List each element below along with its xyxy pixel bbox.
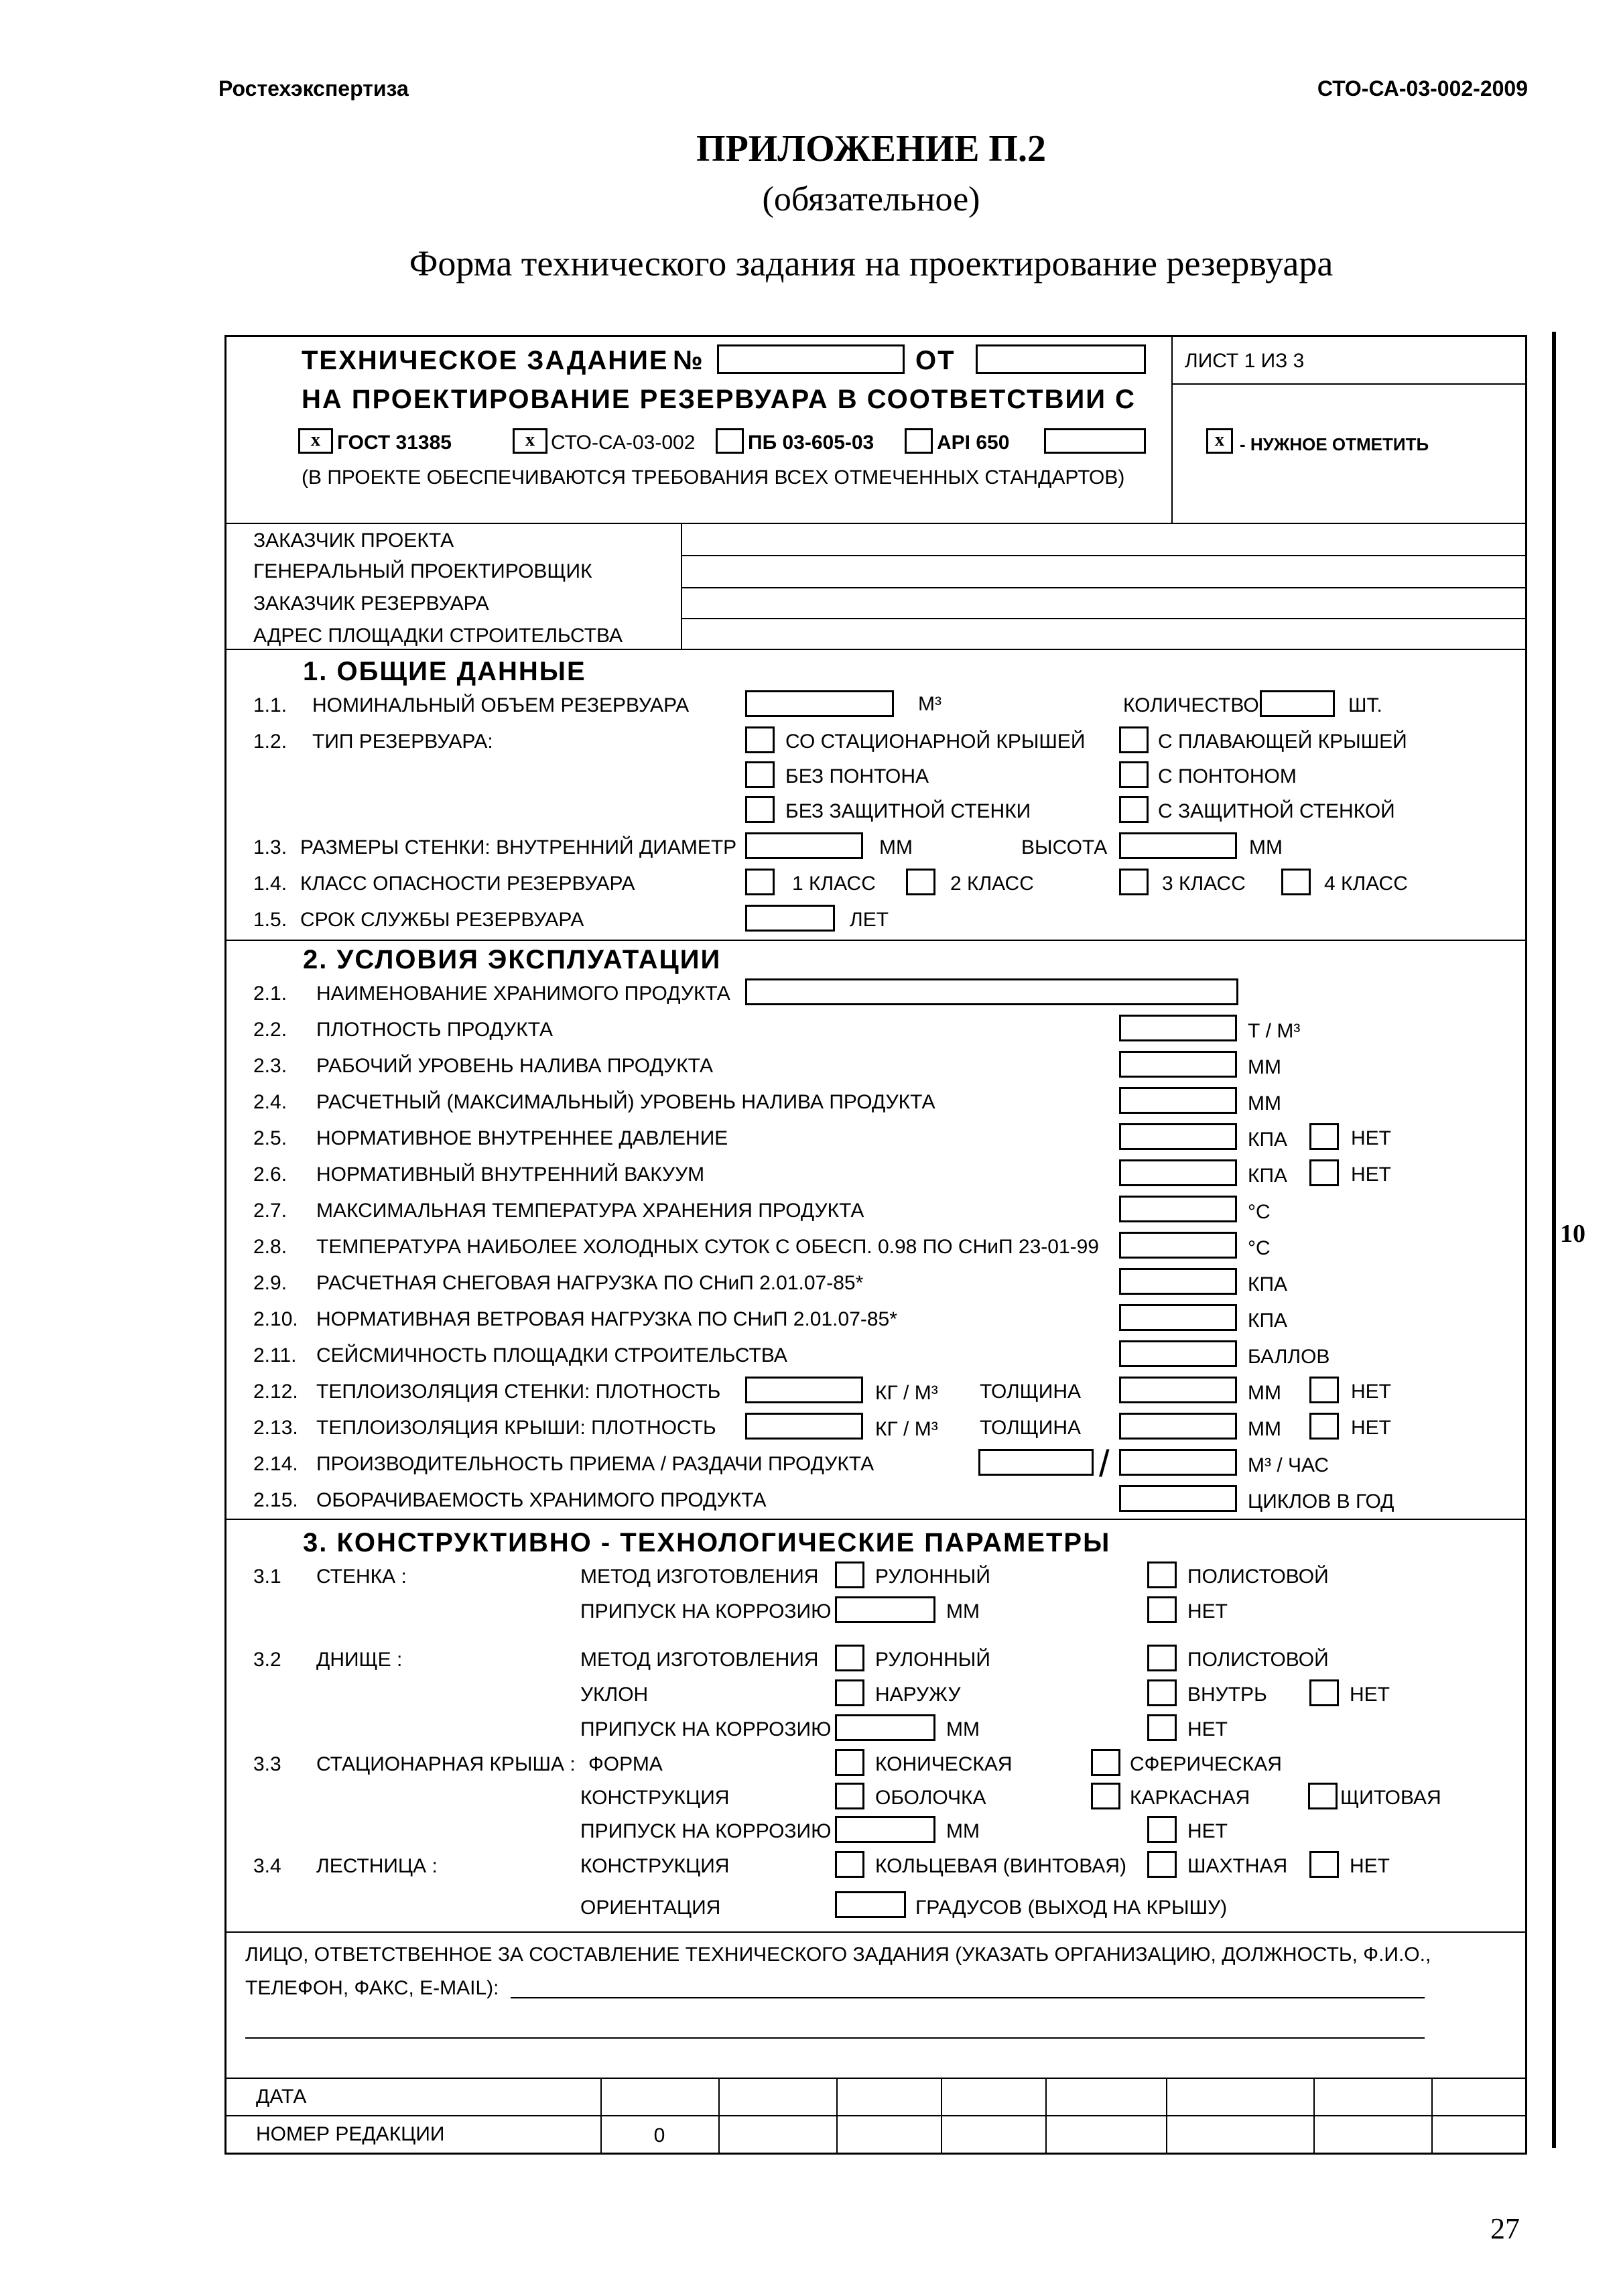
std-sto-checkbox[interactable]: x	[513, 428, 547, 454]
bottom-corrosion-no-label: НЕТ	[1187, 1718, 1228, 1740]
type-pontoon-label: С ПОНТОНОМ	[1158, 765, 1297, 787]
section-divider	[224, 649, 1527, 650]
row-2-label: РАСЧЕТНЫЙ (МАКСИМАЛЬНЫЙ) УРОВЕНЬ НАЛИВА ПРОДУКТА	[316, 1091, 935, 1113]
revision-column-line	[1313, 2078, 1315, 2153]
type-no-wall-label: БЕЗ ЗАЩИТНОЙ СТЕНКИ	[785, 800, 1031, 822]
header-divider	[1171, 335, 1173, 524]
doc-code: СТО-СА-03-002-2009	[1317, 76, 1528, 101]
row-2-label: ПЛОТНОСТЬ ПРОДУКТА	[316, 1019, 554, 1041]
party-label-client: ЗАКАЗЧИК ПРОЕКТА	[253, 529, 454, 552]
bottom-sheet-checkbox[interactable]	[1147, 1645, 1177, 1671]
row-2-no-checkbox[interactable]	[1309, 1159, 1339, 1186]
row-1-3-num: 1.3.	[253, 836, 287, 858]
row-2-unit: КПА	[1248, 1129, 1288, 1151]
responsible-line2: ТЕЛЕФОН, ФАКС, E-MAIL):	[245, 1977, 499, 1999]
type-fixed-roof-label: СО СТАЦИОНАРНОЙ КРЫШЕЙ	[785, 730, 1086, 753]
row-2-num: 2.4.	[253, 1091, 287, 1113]
row-2-num: 2.9.	[253, 1272, 287, 1294]
row-2-value-field[interactable]	[1119, 1340, 1237, 1367]
tz-subtitle: НА ПРОЕКТИРОВАНИЕ РЕЗЕРВУАРА В СООТВЕТСТВИИ С	[302, 385, 1136, 414]
wall-rolled-label: РУЛОННЫЙ	[875, 1566, 990, 1588]
standards-note: (В ПРОЕКТЕ ОБЕСПЕЧИВАЮТСЯ ТРЕБОВАНИЯ ВСЕХ ОТМЕЧЕННЫХ СТАНДАРТОВ)	[302, 466, 1125, 489]
row-2-num: 2.1.	[253, 982, 287, 1005]
row-2-unit: °С	[1248, 1201, 1271, 1223]
row-1-5-label: СРОК СЛУЖБЫ РЕЗЕРВУАРА	[300, 909, 584, 931]
section1-title: 1. ОБЩИЕ ДАННЫЕ	[303, 657, 586, 686]
row-2-no-checkbox[interactable]	[1309, 1377, 1339, 1403]
type-fixed-roof-checkbox[interactable]	[745, 726, 775, 753]
bottom-slope-in-checkbox[interactable]	[1147, 1679, 1177, 1706]
margin-number: 10	[1560, 1220, 1585, 1248]
row-2-unit: ММ	[1248, 1382, 1281, 1404]
stair-construction-label: КОНСТРУКЦИЯ	[580, 1855, 730, 1877]
section2-title: 2. УСЛОВИЯ ЭКСПЛУАТАЦИИ	[303, 945, 722, 974]
row-2-unit: КПА	[1248, 1165, 1288, 1187]
page-number: 27	[1490, 2212, 1520, 2245]
type-floating-roof-label: С ПЛАВАЮЩЕЙ КРЫШЕЙ	[1158, 730, 1407, 753]
row-2-unit: ЦИКЛОВ В ГОД	[1248, 1490, 1394, 1513]
type-wall-label: С ЗАЩИТНОЙ СТЕНКОЙ	[1158, 800, 1395, 822]
quantity-unit: ШТ.	[1348, 694, 1382, 716]
bottom-slope-out-checkbox[interactable]	[835, 1679, 864, 1706]
row-3-1-num: 3.1	[253, 1566, 281, 1588]
class3-checkbox[interactable]	[1119, 869, 1149, 895]
row-2-num: 2.11.	[253, 1344, 297, 1366]
parties-divider	[681, 523, 682, 650]
insulation-density-unit: КГ / М³	[875, 1382, 938, 1404]
class2-label: 2 КЛАСС	[950, 873, 1034, 895]
appendix-subtitle: (обязательное)	[762, 180, 980, 218]
row-2-value-field[interactable]	[1119, 1449, 1237, 1476]
row-1-4-num: 1.4.	[253, 873, 287, 895]
service-life-field[interactable]	[745, 905, 835, 932]
std-gost-checkbox[interactable]: x	[298, 428, 333, 454]
std-api-checkbox[interactable]	[905, 428, 933, 454]
row-2-no-label: НЕТ	[1351, 1381, 1391, 1403]
row-2-num: 2.8.	[253, 1236, 287, 1258]
roof-corrosion-no-label: НЕТ	[1187, 1820, 1228, 1842]
roof-corrosion-no-checkbox[interactable]	[1147, 1816, 1177, 1843]
section-divider	[224, 940, 1527, 941]
stair-shaft-label: ШАХТНАЯ	[1187, 1855, 1288, 1877]
row-2-no-checkbox[interactable]	[1309, 1413, 1339, 1440]
intake-rate-field[interactable]	[978, 1449, 1094, 1476]
type-no-wall-checkbox[interactable]	[745, 796, 775, 823]
appendix-title: ПРИЛОЖЕНИЕ П.2	[696, 128, 1046, 170]
std-pb-label: ПБ 03-605-03	[748, 432, 874, 454]
sheet-divider	[1171, 383, 1527, 385]
row-2-label: ОБОРАЧИВАЕМОСТЬ ХРАНИМОГО ПРОДУКТА	[316, 1489, 767, 1511]
roof-shell-label: ОБОЛОЧКА	[875, 1787, 986, 1809]
revision-column-line	[836, 2078, 838, 2153]
responsible-line1: ЛИЦО, ОТВЕТСТВЕННОЕ ЗА СОСТАВЛЕНИЕ ТЕХНИЧЕСКОГО ЗАДАНИЯ (УКАЗАТЬ ОРГАНИЗАЦИЮ, ДОЛЖНОСТЬ, Ф.И.О.,	[245, 1943, 1431, 1966]
row-3-4-num: 3.4	[253, 1855, 281, 1877]
row-2-value-field[interactable]	[1119, 1087, 1237, 1114]
row-2-value-field[interactable]	[1119, 1015, 1237, 1041]
row-2-num: 2.7.	[253, 1200, 287, 1222]
roof-shell-checkbox[interactable]	[835, 1783, 864, 1809]
revision-column-line	[1431, 2078, 1433, 2153]
party-label-designer: ГЕНЕРАЛЬНЫЙ ПРОЕКТИРОВЩИК	[253, 560, 592, 582]
bottom-corrosion-unit: ММ	[946, 1718, 980, 1740]
row-2-label: НОРМАТИВНОЕ ВНУТРЕННЕЕ ДАВЛЕНИЕ	[316, 1127, 728, 1149]
row-2-no-label: НЕТ	[1351, 1163, 1391, 1186]
row-2-unit: КПА	[1248, 1273, 1288, 1295]
row-2-label: РАБОЧИЙ УРОВЕНЬ НАЛИВА ПРОДУКТА	[316, 1055, 714, 1077]
row-2-label: МАКСИМАЛЬНАЯ ТЕМПЕРАТУРА ХРАНЕНИЯ ПРОДУКТА	[316, 1200, 864, 1222]
type-no-pontoon-checkbox[interactable]	[745, 761, 775, 788]
std-sto-label: СТО-СА-03-002	[551, 432, 696, 454]
roof-corrosion-field[interactable]	[835, 1816, 935, 1843]
roof-frame-label: КАРКАСНАЯ	[1130, 1787, 1250, 1809]
tz-title: ТЕХНИЧЕСКОЕ ЗАДАНИЕ	[302, 346, 669, 375]
responsible-fill-line[interactable]	[511, 1997, 1425, 1998]
revision-column-line	[718, 2078, 720, 2153]
row-2-label: ПРОИЗВОДИТЕЛЬНОСТЬ ПРИЕМА / РАЗДАЧИ ПРОДУКТА	[316, 1453, 874, 1475]
type-floating-roof-checkbox[interactable]	[1119, 726, 1149, 753]
service-life-unit: ЛЕТ	[850, 909, 889, 931]
stair-no-checkbox[interactable]	[1309, 1851, 1339, 1878]
row-1-2-num: 1.2.	[253, 730, 287, 753]
bottom-slope-no-label: НЕТ	[1350, 1683, 1390, 1706]
insulation-density-field[interactable]	[745, 1413, 863, 1440]
row-2-value-field[interactable]	[1119, 1485, 1237, 1512]
wall-corrosion-no-label: НЕТ	[1187, 1600, 1228, 1622]
row-2-value-field[interactable]	[1119, 1232, 1237, 1259]
row-2-unit: М³ / ЧАС	[1248, 1454, 1329, 1476]
insulation-density-unit: КГ / М³	[875, 1418, 938, 1440]
sheet-label: ЛИСТ 1 ИЗ 3	[1185, 350, 1305, 372]
row-3-3-label: СТАЦИОНАРНАЯ КРЫША :	[316, 1753, 576, 1775]
bottom-slope-in-label: ВНУТРЬ	[1187, 1683, 1267, 1706]
party-line	[681, 618, 1527, 619]
stair-shaft-checkbox[interactable]	[1147, 1851, 1177, 1878]
party-line	[681, 587, 1527, 588]
row-2-unit: °С	[1248, 1237, 1271, 1259]
row-1-3-label: РАЗМЕРЫ СТЕНКИ: ВНУТРЕННИЙ ДИАМЕТР	[300, 836, 737, 858]
tz-from-label: ОТ	[915, 346, 956, 375]
row-2-label: ТЕПЛОИЗОЛЯЦИЯ КРЫШИ: ПЛОТНОСТЬ	[316, 1417, 716, 1439]
bottom-rolled-label: РУЛОННЫЙ	[875, 1649, 990, 1671]
row-1-4-label: КЛАСС ОПАСНОСТИ РЕЗЕРВУАРА	[300, 873, 635, 895]
row-2-value-field[interactable]	[1119, 1159, 1237, 1186]
bottom-rolled-checkbox[interactable]	[835, 1645, 864, 1671]
std-gost-label: ГОСТ 31385	[337, 432, 452, 454]
roof-spherical-checkbox[interactable]	[1091, 1749, 1120, 1776]
margin-bar	[1552, 332, 1556, 2148]
row-1-1-label: НОМИНАЛЬНЫЙ ОБЪЕМ РЕЗЕРВУАРА	[312, 694, 690, 716]
bottom-method-label: МЕТОД ИЗГОТОВЛЕНИЯ	[580, 1649, 819, 1671]
revision-column-line	[1045, 2078, 1047, 2153]
row-2-label: РАСЧЕТНАЯ СНЕГОВАЯ НАГРУЗКА ПО СНиП 2.01.07-85*	[316, 1272, 864, 1294]
height-label: ВЫСОТА	[1021, 836, 1108, 858]
bottom-slope-no-checkbox[interactable]	[1309, 1679, 1339, 1706]
row-2-value-field[interactable]	[1119, 1377, 1237, 1403]
row-2-label: НОРМАТИВНЫЙ ВНУТРЕННИЙ ВАКУУМ	[316, 1163, 705, 1186]
row-3-2-label: ДНИЩЕ :	[316, 1649, 403, 1671]
row-2-label: ТЕПЛОИЗОЛЯЦИЯ СТЕНКИ: ПЛОТНОСТЬ	[316, 1381, 721, 1403]
revision-cell[interactable]: 0	[653, 2124, 665, 2147]
row-2-value-field[interactable]	[1119, 1268, 1237, 1295]
row-2-value-field[interactable]	[1119, 1123, 1237, 1150]
row-2-num: 2.2.	[253, 1019, 287, 1041]
std-pb-checkbox[interactable]	[716, 428, 744, 454]
insulation-thickness-label: ТОЛЩИНА	[980, 1381, 1082, 1403]
row-2-num: 2.13.	[253, 1417, 298, 1439]
bottom-slope-label: УКЛОН	[580, 1683, 649, 1706]
row-3-3-num: 3.3	[253, 1753, 281, 1775]
class4-label: 4 КЛАСС	[1324, 873, 1408, 895]
stair-ring-checkbox[interactable]	[835, 1851, 864, 1878]
row-3-4-label: ЛЕСТНИЦА :	[316, 1855, 438, 1877]
responsible-fill-line-2[interactable]	[245, 2037, 1425, 2039]
bottom-corrosion-field[interactable]	[835, 1714, 935, 1741]
row-2-value-field[interactable]	[1119, 1196, 1237, 1222]
row-2-unit: БАЛЛОВ	[1248, 1346, 1330, 1368]
insulation-thickness-label: ТОЛЩИНА	[980, 1417, 1082, 1439]
tz-no-label: №	[673, 346, 704, 375]
row-2-unit: КПА	[1248, 1310, 1288, 1332]
tz-number-field[interactable]	[717, 344, 905, 374]
row-1-2-label: ТИП РЕЗЕРВУАРА:	[312, 730, 493, 753]
class1-checkbox[interactable]	[745, 869, 775, 895]
wall-corrosion-no-checkbox[interactable]	[1147, 1596, 1177, 1623]
revision-table-top	[224, 2078, 1527, 2079]
class4-checkbox[interactable]	[1281, 869, 1311, 895]
diameter-unit: ММ	[879, 836, 913, 858]
row-2-num: 2.14.	[253, 1453, 298, 1475]
roof-corrosion-unit: ММ	[946, 1820, 980, 1842]
roof-conical-label: КОНИЧЕСКАЯ	[875, 1753, 1013, 1775]
row-1-1-num: 1.1.	[253, 694, 287, 716]
bottom-corrosion-no-checkbox[interactable]	[1147, 1714, 1177, 1741]
row-2-unit: ММ	[1248, 1418, 1281, 1440]
row-3-1-label: СТЕНКА :	[316, 1566, 407, 1588]
roof-corrosion-label: ПРИПУСК НА КОРРОЗИЮ	[580, 1820, 832, 1842]
stair-orientation-label: ОРИЕНТАЦИЯ	[580, 1897, 721, 1919]
roof-construction-label: КОНСТРУКЦИЯ	[580, 1787, 730, 1809]
revision-table-mid	[224, 2115, 1527, 2116]
bottom-slope-out-label: НАРУЖУ	[875, 1683, 961, 1706]
org-name: Ростехэкспертиза	[218, 76, 409, 101]
row-2-num: 2.12.	[253, 1381, 298, 1403]
row-2-value-field[interactable]	[1119, 1051, 1237, 1078]
wall-sheet-checkbox[interactable]	[1147, 1561, 1177, 1588]
tz-date-field[interactable]	[976, 344, 1146, 374]
header-bottom-line	[224, 523, 1527, 524]
diameter-field[interactable]	[745, 832, 863, 859]
row-2-num: 2.15.	[253, 1489, 298, 1511]
class2-checkbox[interactable]	[906, 869, 935, 895]
insulation-density-field[interactable]	[745, 1377, 863, 1403]
type-pontoon-checkbox[interactable]	[1119, 761, 1149, 788]
wall-corrosion-field[interactable]	[835, 1596, 935, 1623]
product-name-field[interactable]	[745, 978, 1238, 1005]
row-3-2-num: 3.2	[253, 1649, 281, 1671]
section-divider	[224, 1931, 1527, 1933]
row-1-5-num: 1.5.	[253, 909, 287, 931]
row-2-no-checkbox[interactable]	[1309, 1123, 1339, 1150]
roof-panel-checkbox[interactable]	[1308, 1783, 1338, 1809]
quantity-label: КОЛИЧЕСТВО	[1123, 694, 1259, 716]
row-2-unit: ММ	[1248, 1056, 1281, 1078]
roof-spherical-label: СФЕРИЧЕСКАЯ	[1130, 1753, 1282, 1775]
roof-shape-label: ФОРМА	[588, 1753, 663, 1775]
roof-panel-label: ЩИТОВАЯ	[1340, 1787, 1441, 1809]
wall-sheet-label: ПОЛИСТОВОЙ	[1187, 1566, 1329, 1588]
row-2-label: НАИМЕНОВАНИЕ ХРАНИМОГО ПРОДУКТА	[316, 982, 730, 1005]
stair-no-label: НЕТ	[1350, 1855, 1390, 1877]
section3-title: 3. КОНСТРУКТИВНО - ТЕХНОЛОГИЧЕСКИЕ ПАРАМЕТРЫ	[303, 1528, 1111, 1557]
row-2-num: 2.6.	[253, 1163, 287, 1186]
row-2-no-label: НЕТ	[1351, 1127, 1391, 1149]
roof-frame-checkbox[interactable]	[1091, 1783, 1120, 1809]
std-other-field[interactable]	[1044, 428, 1146, 454]
bottom-sheet-label: ПОЛИСТОВОЙ	[1187, 1649, 1329, 1671]
form-title: Форма технического задания на проектирование резервуара	[409, 243, 1334, 283]
stair-orientation-field[interactable]	[835, 1891, 906, 1918]
party-line	[681, 555, 1527, 556]
legend-text: - НУЖНОЕ ОТМЕТИТЬ	[1240, 434, 1429, 454]
wall-method-label: МЕТОД ИЗГОТОВЛЕНИЯ	[580, 1566, 819, 1588]
row-2-unit: Т / М³	[1248, 1020, 1301, 1042]
row-2-num: 2.5.	[253, 1127, 287, 1149]
legend-checkbox: x	[1206, 428, 1233, 454]
wall-corrosion-unit: ММ	[946, 1600, 980, 1622]
row-2-no-label: НЕТ	[1351, 1417, 1391, 1439]
wall-corrosion-label: ПРИПУСК НА КОРРОЗИЮ	[580, 1600, 832, 1622]
roof-conical-checkbox[interactable]	[835, 1749, 864, 1776]
revision-column-line	[941, 2078, 942, 2153]
revision-number-label: НОМЕР РЕДАКЦИИ	[256, 2123, 445, 2145]
type-no-pontoon-label: БЕЗ ПОНТОНА	[785, 765, 929, 787]
wall-rolled-checkbox[interactable]	[835, 1561, 864, 1588]
party-label-owner: ЗАКАЗЧИК РЕЗЕРВУАРА	[253, 592, 489, 615]
std-api-label: API 650	[937, 432, 1010, 454]
height-field[interactable]	[1119, 832, 1237, 859]
row-2-label: СЕЙСМИЧНОСТЬ ПЛОЩАДКИ СТРОИТЕЛЬСТВА	[316, 1344, 787, 1366]
revision-date-label: ДАТА	[256, 2086, 307, 2108]
class1-label: 1 КЛАСС	[792, 873, 876, 895]
row-2-num: 2.10.	[253, 1308, 298, 1330]
volume-unit: М³	[918, 693, 942, 715]
section-divider	[224, 1519, 1527, 1520]
party-label-address: АДРЕС ПЛОЩАДКИ СТРОИТЕЛЬСТВА	[253, 625, 623, 647]
height-unit: ММ	[1249, 836, 1283, 858]
row-2-value-field[interactable]	[1119, 1304, 1237, 1331]
stair-orientation-unit: ГРАДУСОВ (ВЫХОД НА КРЫШУ)	[915, 1897, 1228, 1919]
row-2-num: 2.3.	[253, 1055, 287, 1077]
stair-ring-label: КОЛЬЦЕВАЯ (ВИНТОВАЯ)	[875, 1855, 1126, 1877]
row-2-value-field[interactable]	[1119, 1413, 1237, 1440]
type-wall-checkbox[interactable]	[1119, 796, 1149, 823]
revision-column-line	[1166, 2078, 1167, 2153]
volume-field[interactable]	[745, 690, 894, 717]
row-2-unit: ММ	[1248, 1092, 1281, 1114]
class3-label: 3 КЛАСС	[1162, 873, 1246, 895]
rate-separator: /	[1099, 1442, 1110, 1484]
quantity-field[interactable]	[1260, 690, 1335, 717]
bottom-corrosion-label: ПРИПУСК НА КОРРОЗИЮ	[580, 1718, 832, 1740]
row-2-label: ТЕМПЕРАТУРА НАИБОЛЕЕ ХОЛОДНЫХ СУТОК С ОБЕСП. 0.98 ПО СНиП 23-01-99	[316, 1236, 1099, 1258]
row-2-label: НОРМАТИВНАЯ ВЕТРОВАЯ НАГРУЗКА ПО СНиП 2.01.07-85*	[316, 1308, 897, 1330]
